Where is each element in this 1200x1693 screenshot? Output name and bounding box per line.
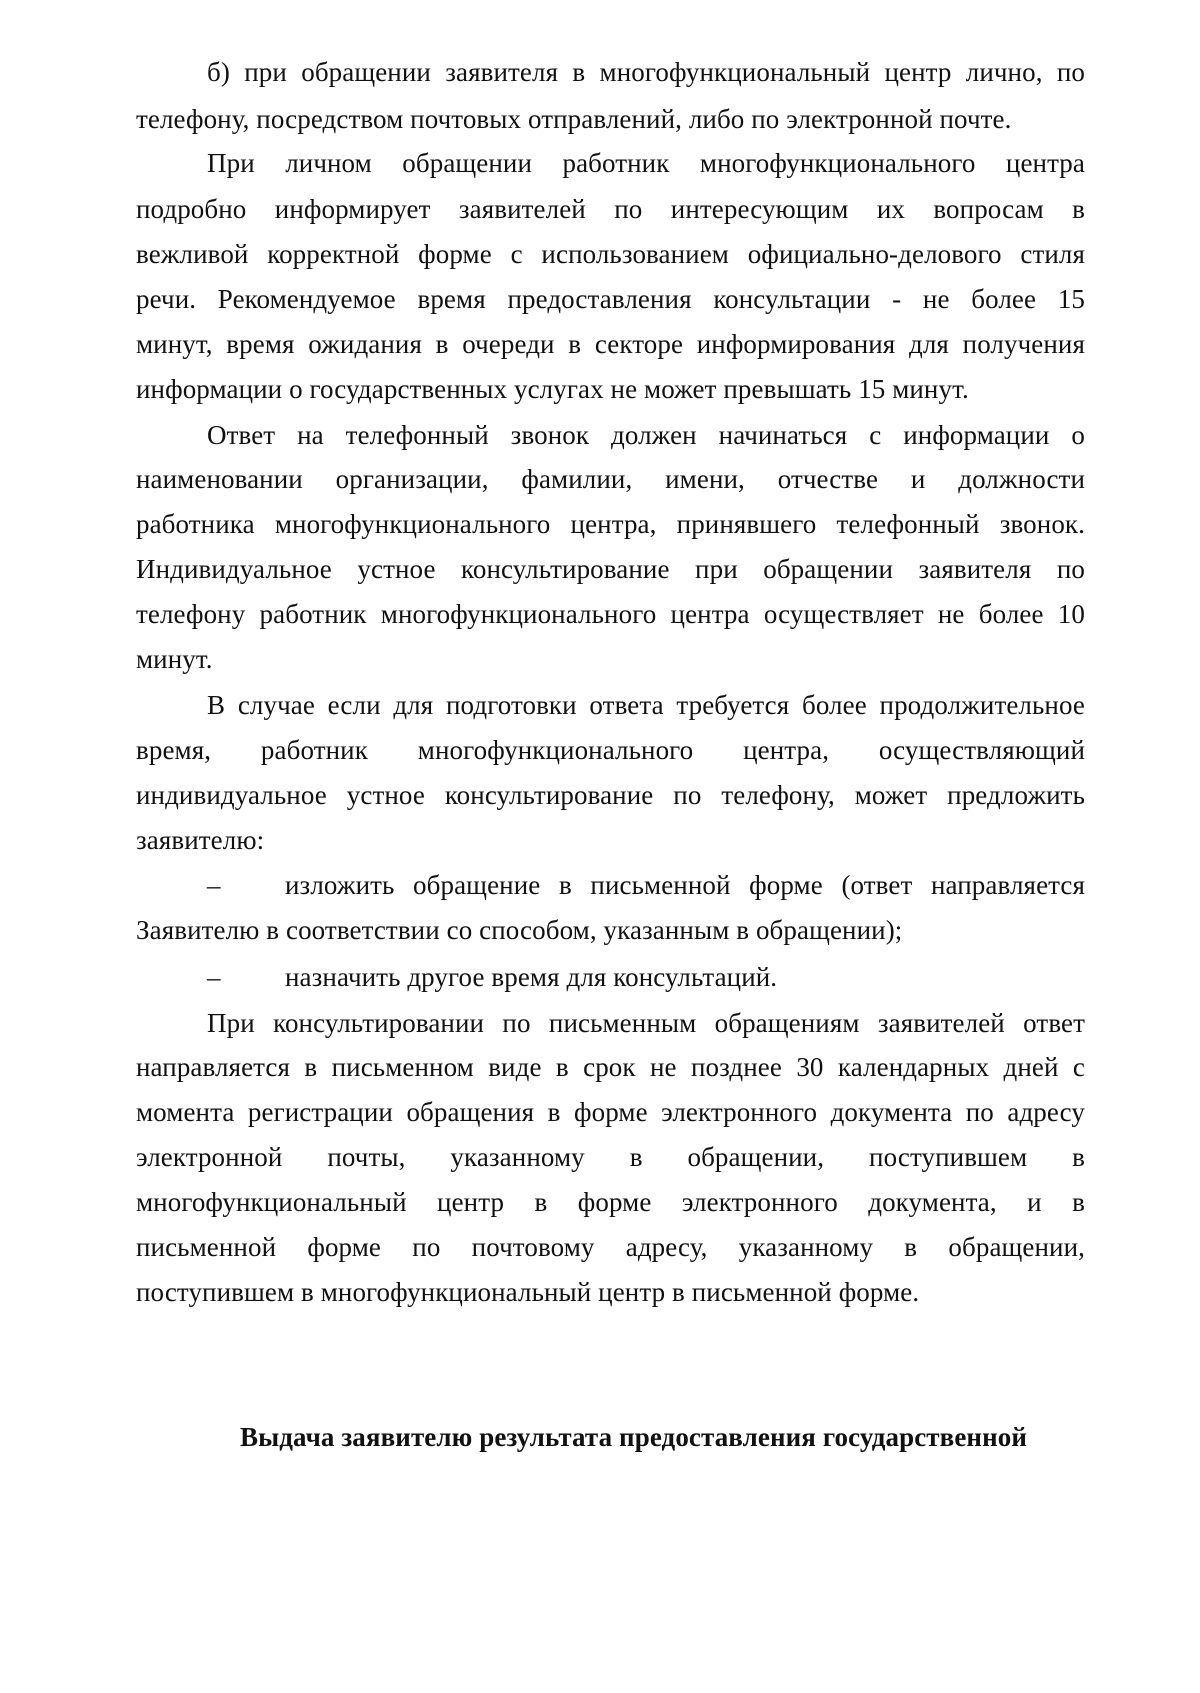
- paragraph-line: вежливой корректной форме с использованием официально-делового стиля: [136, 239, 1085, 269]
- paragraph-line: Индивидуальное устное консультирование при обращении заявителя по: [136, 554, 1085, 584]
- list-dash: –: [207, 870, 221, 900]
- paragraph-line: направляется в письменном виде в срок не позднее 30 календарных дней с: [136, 1052, 1085, 1082]
- paragraph-line: письменной форме по почтовому адресу, указанному в обращении,: [136, 1232, 1085, 1262]
- paragraph-line: индивидуальное устное консультирование по телефону, может предложить: [136, 780, 1085, 810]
- list-dash: –: [207, 962, 221, 992]
- paragraph-line: подробно информирует заявителей по интересующим их вопросам в: [136, 194, 1085, 224]
- paragraph-line: время, работник многофункционального центра, осуществляющий: [136, 735, 1085, 765]
- list-item-continuation: Заявителю в соответствии со способом, указанным в обращении);: [136, 915, 903, 945]
- paragraph-line: момента регистрации обращения в форме электронного документа по адресу: [136, 1097, 1085, 1127]
- paragraph-line: информации о государственных услугах не может превышать 15 минут.: [136, 374, 969, 404]
- paragraph-line: б) при обращении заявителя в многофункциональный центр лично, по: [207, 57, 1085, 87]
- paragraph-line: речи. Рекомендуемое время предоставления консультации - не более 15: [136, 284, 1085, 314]
- paragraph-line: многофункциональный центр в форме электронного документа, и в: [136, 1187, 1085, 1217]
- paragraph-line: электронной почты, указанному в обращении, поступившем в: [136, 1142, 1085, 1172]
- paragraph-line: телефону работник многофункционального центра осуществляет не более 10: [136, 599, 1085, 629]
- list-item-text: назначить другое время для консультаций.: [285, 962, 778, 992]
- paragraph-line: поступившем в многофункциональный центр в письменной форме.: [136, 1277, 920, 1307]
- section-heading: Выдача заявителю результата предоставления государственной: [240, 1422, 1027, 1452]
- list-item-text: изложить обращение в письменной форме (ответ направляется: [285, 870, 1085, 900]
- paragraph-line: минут, время ожидания в очереди в секторе информирования для получения: [136, 329, 1085, 359]
- paragraph-line: При личном обращении работник многофункционального центра: [207, 148, 1085, 178]
- paragraph-line: заявителю:: [136, 825, 265, 855]
- paragraph-line: наименовании организации, фамилии, имени, отчестве и должности: [136, 464, 1085, 494]
- paragraph-line: Ответ на телефонный звонок должен начинаться с информации о: [207, 420, 1085, 450]
- paragraph-line: При консультировании по письменным обращениям заявителей ответ: [207, 1008, 1085, 1038]
- paragraph-line: телефону, посредством почтовых отправлений, либо по электронной почте.: [136, 104, 1012, 134]
- paragraph-line: минут.: [136, 644, 213, 674]
- paragraph-line: В случае если для подготовки ответа требуется более продолжительное: [207, 690, 1085, 720]
- paragraph-line: работника многофункционального центра, принявшего телефонный звонок.: [136, 509, 1085, 539]
